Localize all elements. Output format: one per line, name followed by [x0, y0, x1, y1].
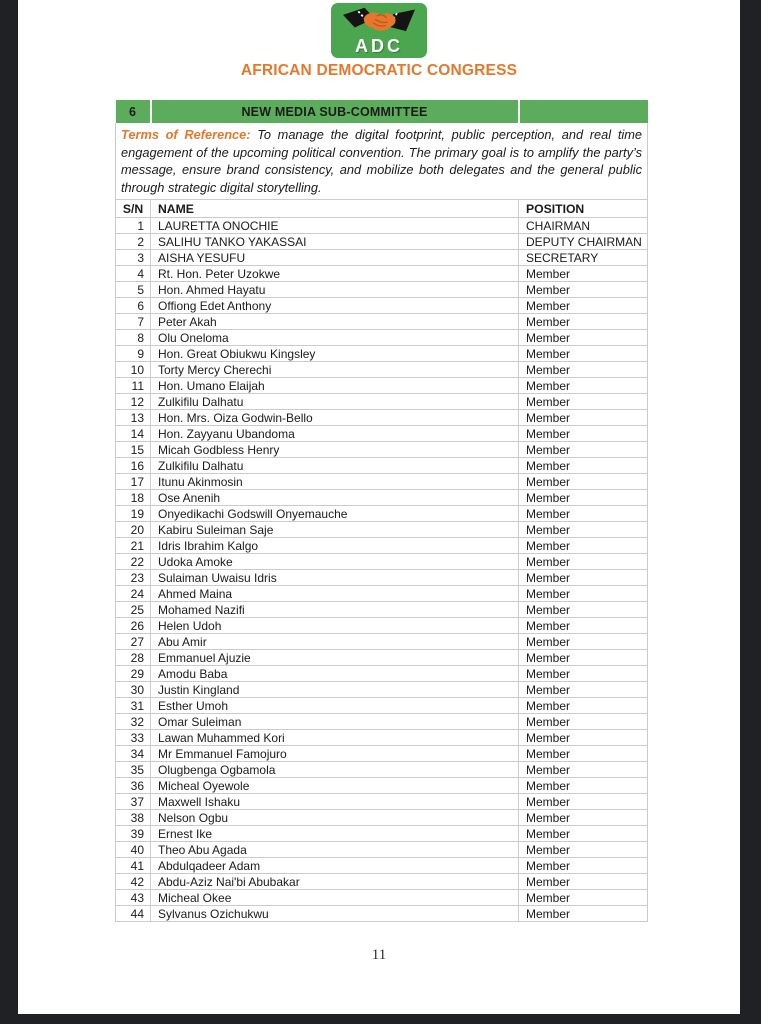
- row-name: Micheal Okee: [151, 890, 519, 906]
- row-position: SECRETARY: [519, 250, 648, 266]
- section-header-spacer: [519, 100, 648, 123]
- row-sn: 10: [116, 362, 151, 378]
- table-row: [116, 826, 648, 842]
- row-name: Hon. Ahmed Hayatu: [151, 282, 519, 298]
- row-position: Member: [519, 618, 648, 634]
- table-row: [116, 362, 648, 378]
- row-position: Member: [519, 650, 648, 666]
- row-name: Micah Godbless Henry: [151, 442, 519, 458]
- row-name: Justin Kingland: [151, 682, 519, 698]
- row-sn: 43: [116, 890, 151, 906]
- row-sn: 37: [116, 794, 151, 810]
- row-position: Member: [519, 762, 648, 778]
- row-sn: 7: [116, 314, 151, 330]
- table-row: [116, 602, 648, 618]
- row-name: Hon. Mrs. Oiza Godwin-Bello: [151, 410, 519, 426]
- row-name: Offiong Edet Anthony: [151, 298, 519, 314]
- row-position: Member: [519, 842, 648, 858]
- logo-text: ADC: [355, 36, 403, 56]
- table-row: [116, 730, 648, 746]
- row-position: Member: [519, 346, 648, 362]
- row-position: Member: [519, 746, 648, 762]
- row-sn: 34: [116, 746, 151, 762]
- row-name: Kabiru Suleiman Saje: [151, 522, 519, 538]
- table-row: [116, 666, 648, 682]
- row-name: Mr Emmanuel Famojuro: [151, 746, 519, 762]
- row-position: Member: [519, 298, 648, 314]
- row-sn: 15: [116, 442, 151, 458]
- table-row: [116, 234, 648, 250]
- row-position: Member: [519, 826, 648, 842]
- row-name: Peter Akah: [151, 314, 519, 330]
- row-name: Onyedikachi Godswill Onyemauche: [151, 506, 519, 522]
- row-sn: 40: [116, 842, 151, 858]
- table-row: [116, 858, 648, 874]
- row-position: Member: [519, 586, 648, 602]
- table-row: [116, 266, 648, 282]
- table-row: [116, 426, 648, 442]
- section-header-row: [116, 100, 648, 123]
- row-position: Member: [519, 714, 648, 730]
- row-sn: 33: [116, 730, 151, 746]
- row-name: Udoka Amoke: [151, 554, 519, 570]
- table-row: [116, 810, 648, 826]
- row-name: Amodu Baba: [151, 666, 519, 682]
- row-name: Hon. Umano Elaijah: [151, 378, 519, 394]
- row-position: Member: [519, 602, 648, 618]
- table-row: [116, 634, 648, 650]
- table-row: [116, 298, 648, 314]
- row-sn: 9: [116, 346, 151, 362]
- row-name: Sylvanus Ozichukwu: [151, 906, 519, 922]
- row-sn: 12: [116, 394, 151, 410]
- row-name: Helen Udoh: [151, 618, 519, 634]
- row-sn: 42: [116, 874, 151, 890]
- row-position: Member: [519, 314, 648, 330]
- row-position: Member: [519, 778, 648, 794]
- row-position: Member: [519, 282, 648, 298]
- row-position: Member: [519, 394, 648, 410]
- row-sn: 6: [116, 298, 151, 314]
- row-position: CHAIRMAN: [519, 218, 648, 234]
- document-page: [18, 0, 740, 1014]
- row-position: Member: [519, 858, 648, 874]
- table-row: [116, 842, 648, 858]
- row-name: Idris Ibrahim Kalgo: [151, 538, 519, 554]
- row-position: Member: [519, 522, 648, 538]
- table-row: [116, 458, 648, 474]
- row-sn: 26: [116, 618, 151, 634]
- table-row: [116, 250, 648, 266]
- table-row: [116, 618, 648, 634]
- table-row: [116, 906, 648, 922]
- table-row: [116, 474, 648, 490]
- table-row: [116, 794, 648, 810]
- row-sn: 20: [116, 522, 151, 538]
- row-name: Olugbenga Ogbamola: [151, 762, 519, 778]
- row-name: Sulaiman Uwaisu Idris: [151, 570, 519, 586]
- row-position: Member: [519, 490, 648, 506]
- row-position: Member: [519, 698, 648, 714]
- row-position: Member: [519, 506, 648, 522]
- row-sn: 5: [116, 282, 151, 298]
- row-sn: 35: [116, 762, 151, 778]
- row-position: Member: [519, 634, 648, 650]
- row-sn: 39: [116, 826, 151, 842]
- row-position: Member: [519, 874, 648, 890]
- table-row: [116, 714, 648, 730]
- row-sn: 16: [116, 458, 151, 474]
- column-header-position: POSITION: [519, 200, 648, 218]
- row-name: Rt. Hon. Peter Uzokwe: [151, 266, 519, 282]
- row-sn: 21: [116, 538, 151, 554]
- table-row: [116, 378, 648, 394]
- table-row: [116, 762, 648, 778]
- row-position: Member: [519, 266, 648, 282]
- row-name: AISHA YESUFU: [151, 250, 519, 266]
- row-name: Ose Anenih: [151, 490, 519, 506]
- row-position: Member: [519, 426, 648, 442]
- row-name: Zulkifilu Dalhatu: [151, 394, 519, 410]
- column-header-sn: S/N: [116, 200, 151, 218]
- table-row: [116, 650, 648, 666]
- row-position: Member: [519, 794, 648, 810]
- row-position: Member: [519, 554, 648, 570]
- row-sn: 27: [116, 634, 151, 650]
- row-name: Ernest Ike: [151, 826, 519, 842]
- table-row: [116, 506, 648, 522]
- row-sn: 3: [116, 250, 151, 266]
- row-name: Abdu-Aziz Nai'bi Abubakar: [151, 874, 519, 890]
- committee-table: [115, 100, 648, 922]
- row-sn: 25: [116, 602, 151, 618]
- row-sn: 32: [116, 714, 151, 730]
- row-sn: 31: [116, 698, 151, 714]
- table-row: [116, 746, 648, 762]
- row-position: Member: [519, 906, 648, 922]
- row-position: Member: [519, 458, 648, 474]
- row-sn: 44: [116, 906, 151, 922]
- table-row: [116, 410, 648, 426]
- row-position: Member: [519, 362, 648, 378]
- section-title: NEW MEDIA SUB-COMMITTEE: [151, 100, 519, 123]
- row-name: Omar Suleiman: [151, 714, 519, 730]
- row-name: Ahmed Maina: [151, 586, 519, 602]
- row-name: Micheal Oyewole: [151, 778, 519, 794]
- terms-of-reference-row: [116, 123, 648, 200]
- section-number: 6: [116, 100, 151, 123]
- table-row: [116, 874, 648, 890]
- row-sn: 24: [116, 586, 151, 602]
- row-name: Olu Oneloma: [151, 330, 519, 346]
- table-row: [116, 554, 648, 570]
- column-header-name: NAME: [151, 200, 519, 218]
- row-name: Nelson Ogbu: [151, 810, 519, 826]
- row-name: Itunu Akinmosin: [151, 474, 519, 490]
- table-row: [116, 282, 648, 298]
- row-name: Zulkifilu Dalhatu: [151, 458, 519, 474]
- row-sn: 22: [116, 554, 151, 570]
- table-row: [116, 698, 648, 714]
- row-sn: 17: [116, 474, 151, 490]
- row-position: Member: [519, 330, 648, 346]
- row-sn: 28: [116, 650, 151, 666]
- row-position: Member: [519, 378, 648, 394]
- row-sn: 13: [116, 410, 151, 426]
- row-sn: 2: [116, 234, 151, 250]
- table-row: [116, 570, 648, 586]
- row-sn: 19: [116, 506, 151, 522]
- adc-logo: [331, 3, 427, 58]
- table-row: [116, 442, 648, 458]
- row-sn: 30: [116, 682, 151, 698]
- row-sn: 4: [116, 266, 151, 282]
- row-position: Member: [519, 730, 648, 746]
- row-name: Maxwell Ishaku: [151, 794, 519, 810]
- table-row: [116, 538, 648, 554]
- row-name: Emmanuel Ajuzie: [151, 650, 519, 666]
- row-name: Lawan Muhammed Kori: [151, 730, 519, 746]
- table-row: [116, 218, 648, 234]
- row-sn: 8: [116, 330, 151, 346]
- table-row: [116, 314, 648, 330]
- table-row: [116, 778, 648, 794]
- column-header-row: [116, 200, 648, 218]
- row-name: Hon. Zayyanu Ubandoma: [151, 426, 519, 442]
- row-position: DEPUTY CHAIRMAN: [519, 234, 648, 250]
- row-name: LAURETTA ONOCHIE: [151, 218, 519, 234]
- row-sn: 38: [116, 810, 151, 826]
- document-header: [18, 0, 740, 80]
- page-title: AFRICAN DEMOCRATIC CONGRESS: [240, 62, 518, 79]
- row-sn: 11: [116, 378, 151, 394]
- row-name: Abdulqadeer Adam: [151, 858, 519, 874]
- row-position: Member: [519, 474, 648, 490]
- row-sn: 14: [116, 426, 151, 442]
- row-position: Member: [519, 538, 648, 554]
- row-name: SALIHU TANKO YAKASSAI: [151, 234, 519, 250]
- table-row: [116, 586, 648, 602]
- row-position: Member: [519, 410, 648, 426]
- terms-label: Terms of Reference:: [121, 127, 251, 142]
- row-name: Hon. Great Obiukwu Kingsley: [151, 346, 519, 362]
- row-position: Member: [519, 666, 648, 682]
- row-position: Member: [519, 442, 648, 458]
- table-row: [116, 490, 648, 506]
- row-name: Esther Umoh: [151, 698, 519, 714]
- row-position: Member: [519, 890, 648, 906]
- row-sn: 36: [116, 778, 151, 794]
- table-row: [116, 346, 648, 362]
- row-position: Member: [519, 810, 648, 826]
- row-position: Member: [519, 682, 648, 698]
- row-position: Member: [519, 570, 648, 586]
- row-name: Abu Amir: [151, 634, 519, 650]
- row-name: Theo Abu Agada: [151, 842, 519, 858]
- terms-text: To manage the digital footprint, public perception, and real time engagement of the upcoming political convention. The primary goal is to amplify the party’s message, ensure brand consistency, and mobilize both delegates and the general public through strategic digital storytelling.: [121, 127, 642, 195]
- row-sn: 23: [116, 570, 151, 586]
- table-row: [116, 330, 648, 346]
- row-sn: 1: [116, 218, 151, 234]
- row-sn: 18: [116, 490, 151, 506]
- table-row: [116, 682, 648, 698]
- row-sn: 41: [116, 858, 151, 874]
- table-row: [116, 394, 648, 410]
- table-row: [116, 890, 648, 906]
- page-number: 11: [371, 947, 387, 963]
- table-row: [116, 522, 648, 538]
- row-sn: 29: [116, 666, 151, 682]
- row-name: Torty Mercy Cherechi: [151, 362, 519, 378]
- row-name: Mohamed Nazifi: [151, 602, 519, 618]
